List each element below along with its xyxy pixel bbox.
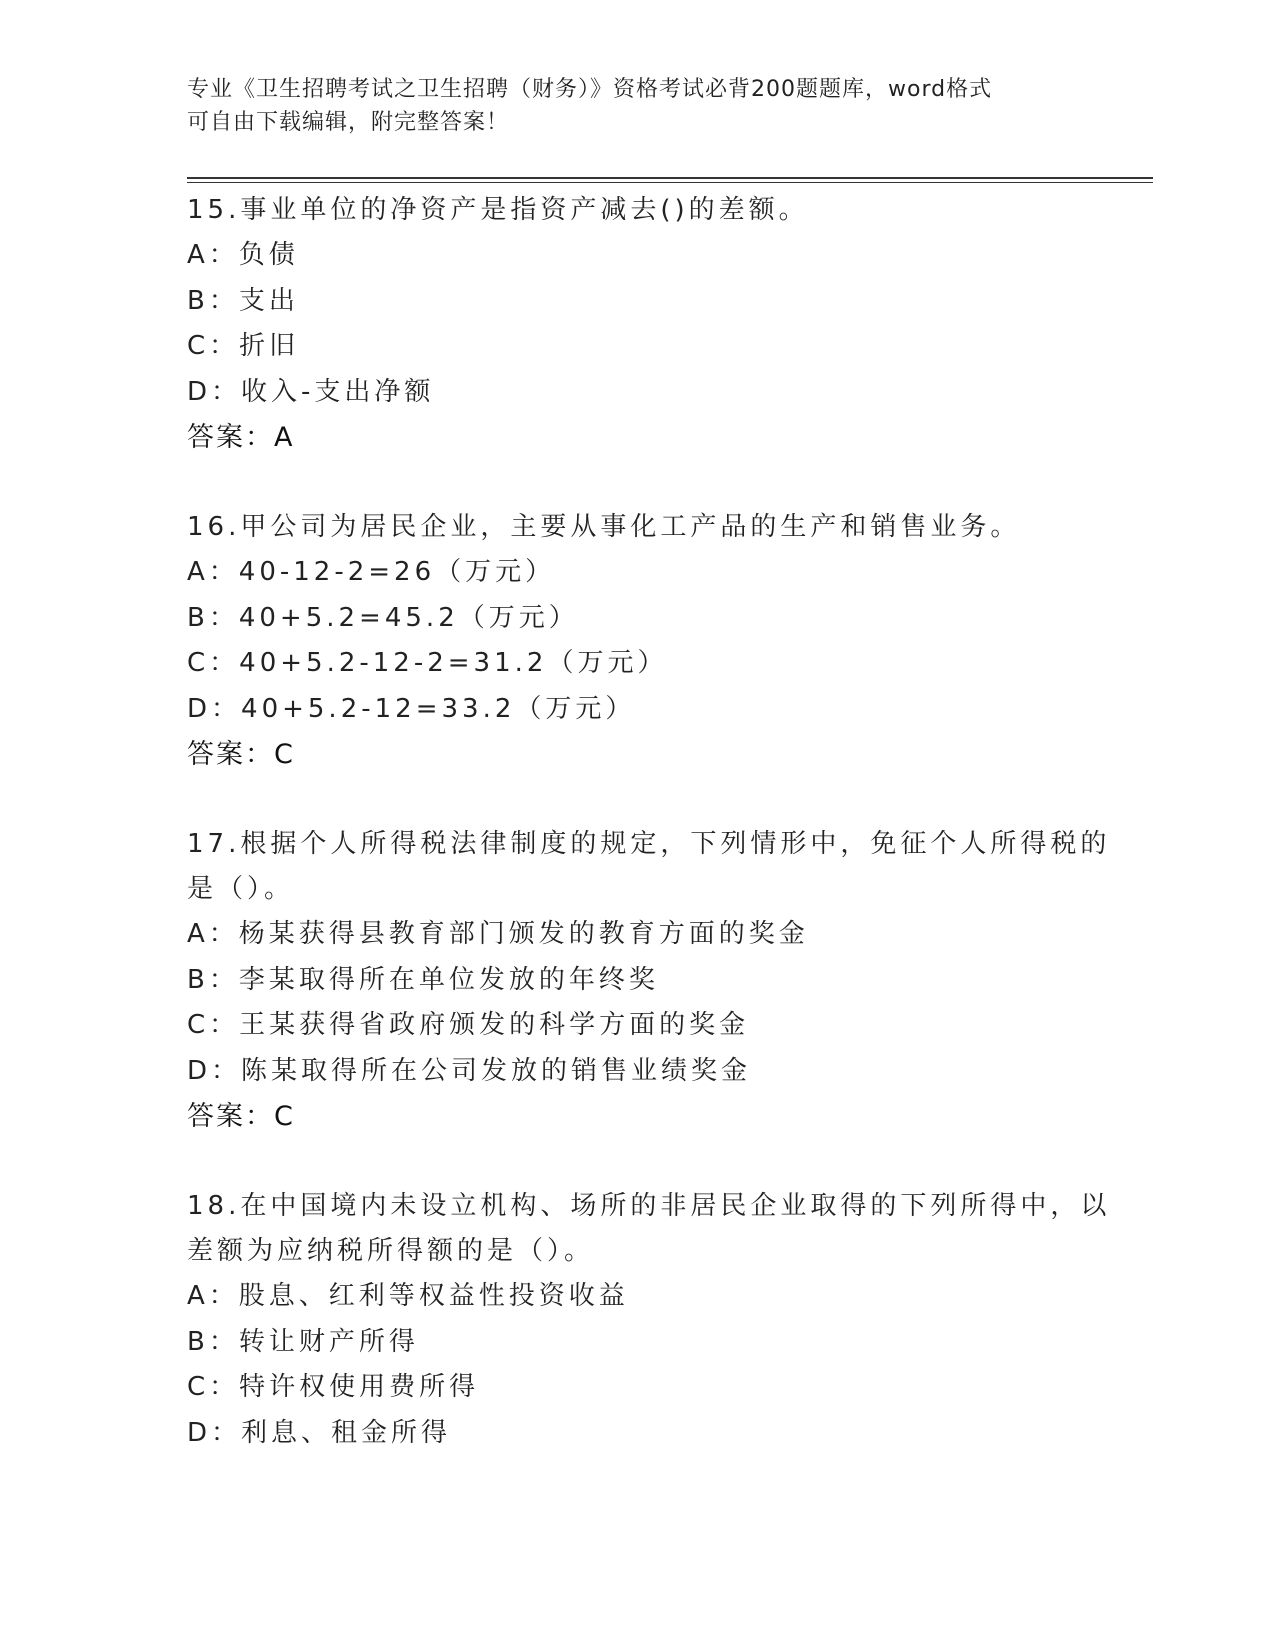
question-16 bbox=[187, 505, 1087, 777]
question-list bbox=[187, 188, 1111, 1501]
option-d: D：收入-支出净额 bbox=[187, 376, 435, 407]
answer-line: 答案：C bbox=[187, 1101, 295, 1132]
option-b: B：支出 bbox=[187, 285, 299, 316]
option-a: A：杨某获得县教育部门颁发的教育方面的奖金 bbox=[187, 919, 809, 949]
header-divider-bottom bbox=[187, 182, 1153, 183]
header-line-1: 专业《卫生招聘考试之卫生招聘（财务）》资格考试必背200题题库，word格式 bbox=[187, 77, 993, 102]
question-17 bbox=[187, 822, 1111, 1139]
question-stem-line-1: 18.在中国境内未设立机构、场所的非居民企业取得的下列所得中，以 bbox=[187, 1191, 1111, 1221]
answer-line: 答案：A bbox=[187, 422, 295, 453]
option-a: A：40-12-2=26（万元） bbox=[187, 557, 556, 587]
question-stem-line-2: 是（）。 bbox=[187, 874, 295, 904]
option-d: D：利息、租金所得 bbox=[187, 1417, 452, 1448]
option-b: B：40+5.2=45.2（万元） bbox=[187, 602, 579, 633]
question-stem: 15.事业单位的净资产是指资产减去()的差额。 bbox=[187, 195, 809, 225]
option-a: A：负债 bbox=[187, 240, 299, 270]
option-b: B：转让财产所得 bbox=[187, 1326, 419, 1357]
option-c: C：王某获得省政府颁发的科学方面的奖金 bbox=[187, 1010, 750, 1040]
question-stem-line-1: 17.根据个人所得税法律制度的规定，下列情形中，免征个人所得税的 bbox=[187, 829, 1111, 859]
question-stem-line-2: 差额为应纳税所得额的是（）。 bbox=[187, 1236, 595, 1266]
option-c: C：40+5.2-12-2=31.2（万元） bbox=[187, 648, 668, 678]
option-d: D：陈某取得所在公司发放的销售业绩奖金 bbox=[187, 1055, 752, 1086]
question-15 bbox=[187, 188, 1087, 460]
header-line-2: 可自由下载编辑，附完整答案！ bbox=[187, 110, 510, 135]
option-b: B：李某取得所在单位发放的年终奖 bbox=[187, 964, 659, 995]
document-header bbox=[187, 73, 1067, 139]
option-c: C：折旧 bbox=[187, 331, 300, 361]
option-c: C：特许权使用费所得 bbox=[187, 1372, 480, 1402]
question-18 bbox=[187, 1184, 1111, 1456]
answer-line: 答案：C bbox=[187, 739, 295, 770]
option-d: D：40+5.2-12=33.2（万元） bbox=[187, 693, 636, 724]
question-stem: 16.甲公司为居民企业，主要从事化工产品的生产和销售业务。 bbox=[187, 512, 1021, 542]
header-divider-top bbox=[187, 177, 1153, 179]
option-a: A：股息、红利等权益性投资收益 bbox=[187, 1281, 629, 1311]
